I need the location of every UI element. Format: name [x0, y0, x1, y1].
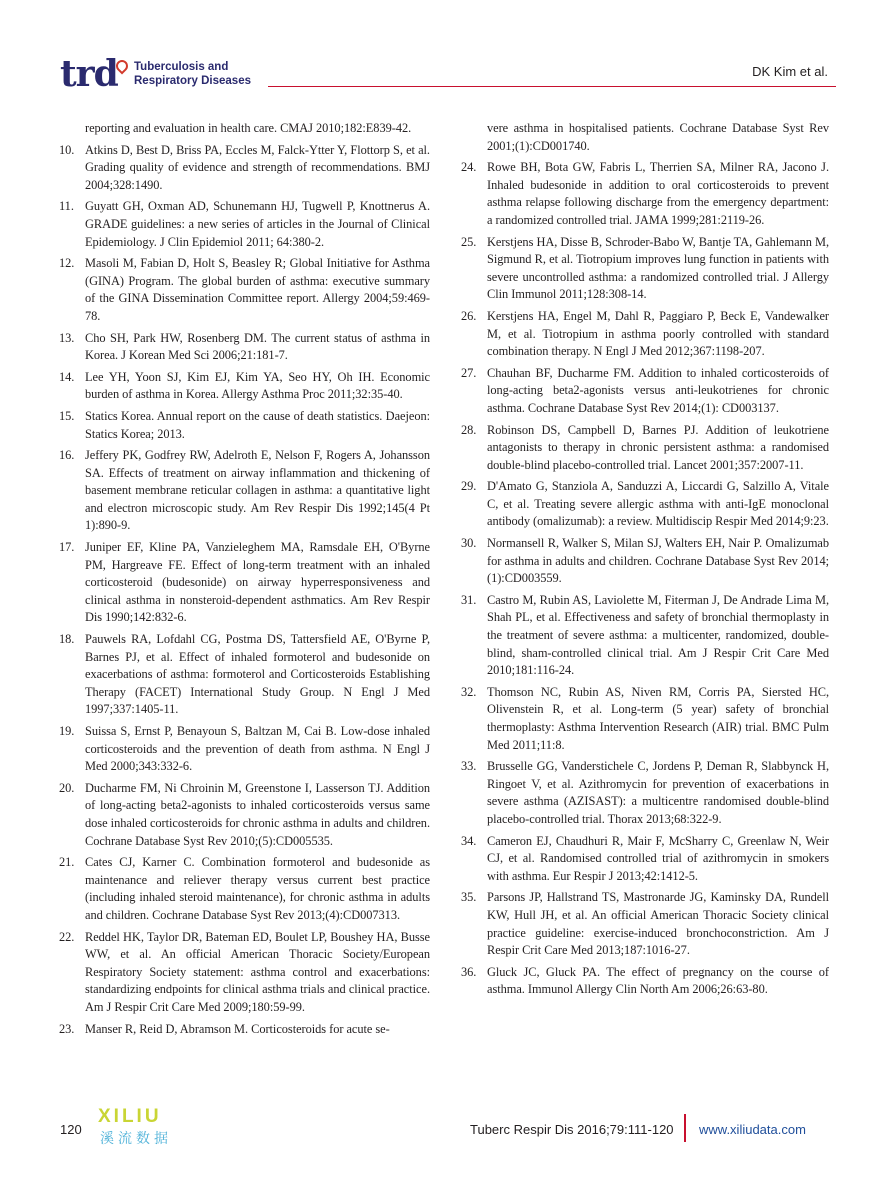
reference-item — [59, 142, 430, 195]
reference-text: Brusselle GG, Vanderstichele C, Jordens P, Deman R, Slabbynck H, Ringoet V, et al. Azithromycin for prevention of exacerbations in severe asthma (AZISAST): a multicentre randomised double-blind placebo-controlled trial. Thorax 2013;68:322-9. — [487, 759, 829, 826]
reference-text: Manser R, Reid D, Abramson M. Corticosteroids for acute se- — [85, 1021, 390, 1036]
reference-item — [59, 723, 430, 776]
reference-number: 15. — [59, 408, 75, 423]
reference-number: 23. — [59, 1021, 75, 1036]
reference-text: Kerstjens HA, Disse B, Schroder-Babo W, Bantje TA, Gahlemann M, Sigmund R, et al. Tiotropium improves lung function in patients with severe uncontrolled asthma: a randomized controlled trial. J Allergy Clin Immunol 2011;128:308-14. — [487, 234, 829, 302]
reference-text: Kerstjens HA, Engel M, Dahl R, Paggiaro P, Beck E, Vandewalker M, et al. Tiotropium in asthma poorly controlled with standard combination therapy. N Engl J Med 2012;367:1198-207. — [487, 308, 829, 359]
reference-text: Pauwels RA, Lofdahl CG, Postma DS, Tattersfield AE, O'Byrne P, Barnes PJ, et al. Effect of inhaled formoterol and budesonide on exacerbations of asthma: formoterol and Corticosteroids Establishing Therapy (FACET) International Study Group. N Engl J Med 1997;337:1405-11. — [85, 632, 430, 717]
reference-number: 32. — [461, 684, 477, 699]
reference-text: Masoli M, Fabian D, Holt S, Beasley R; Global Initiative for Asthma (GINA) Program. The global burden of asthma: executive summary of the GINA Dissemination Committee report. Allergy 2004;59:469-78. — [85, 256, 430, 323]
running-author: DK Kim et al. — [752, 64, 828, 79]
reference-number: 22. — [59, 929, 75, 944]
reference-item — [461, 422, 829, 475]
reference-text: Gluck JC, Gluck PA. The effect of pregnancy on the course of asthma. Immunol Allergy Clin North Am 2006;26:63-80. — [487, 964, 829, 997]
reference-number: 18. — [59, 632, 75, 647]
reference-text: reporting and evaluation in health care. CMAJ 2010;182:E839-42. — [85, 121, 412, 135]
reference-text: Cates CJ, Karner C. Combination formoterol and budesonide as maintenance and reliever therapy versus current best practice (including inhaled steroid maintenance), for chronic asthma in adults and children. Cochrane Database Syst Rev 2013;(4):CD007313. — [85, 855, 430, 922]
reference-text: Suissa S, Ernst P, Benayoun S, Baltzan M, Cai B. Low-dose inhaled corticosteroids and the prevention of death from asthma. N Engl J Med 2000;343:332-6. — [85, 724, 430, 774]
reference-item — [461, 365, 829, 418]
reference-number: 13. — [59, 330, 75, 345]
footer-divider — [684, 1114, 686, 1142]
journal-citation: Tuberc Respir Dis 2016;79:111-120 — [470, 1122, 674, 1137]
reference-item — [461, 234, 829, 304]
reference-text: Chauhan BF, Ducharme FM. Addition to inhaled corticosteroids of long-acting beta2-agonists versus anti-leukotrienes for chronic asthma. Cochrane Database Syst Rev 2014;(1): CD003137. — [487, 365, 829, 415]
reference-number: 25. — [461, 234, 477, 249]
reference-number: 14. — [59, 369, 75, 384]
reference-list-right — [461, 120, 829, 999]
reference-number: 11. — [59, 199, 74, 214]
reference-item — [59, 854, 430, 924]
reference-number: 20. — [59, 780, 75, 795]
journal-name-line2: Respiratory Diseases — [134, 75, 251, 87]
reference-item — [461, 308, 829, 361]
page-footer — [0, 1100, 890, 1160]
reference-number: 10. — [59, 142, 75, 157]
header-rule — [268, 86, 836, 87]
reference-item — [59, 120, 430, 138]
reference-text: D'Amato G, Stanziola A, Sanduzzi A, Liccardi G, Salzillo A, Vitale C, et al. Treating severe allergic asthma with anti-IgE monoclonal antibody (omalizumab): a review. Multidiscip Respir Med 2014;9:23. — [487, 479, 829, 529]
reference-text: vere asthma in hospitalised patients. Cochrane Database Syst Rev 2001;(1):CD001740. — [487, 121, 829, 153]
page-header — [0, 0, 890, 100]
reference-item — [461, 833, 829, 886]
references-right-column — [461, 120, 829, 1003]
reference-number: 21. — [59, 855, 75, 870]
journal-url-link[interactable]: www.xiliudata.com — [699, 1122, 806, 1137]
reference-number: 30. — [461, 536, 477, 551]
reference-number: 17. — [59, 540, 75, 555]
reference-text: Guyatt GH, Oxman AD, Schunemann HJ, Tugwell P, Knottnerus A. GRADE guidelines: a new series of articles in the Journal of Clinical Epidemiology. J Clin Epidemiol 2011; 64:380-2. — [85, 199, 430, 249]
reference-number: 34. — [461, 833, 477, 848]
reference-text: Cameron EJ, Chaudhuri R, Mair F, McSharry C, Greenlaw N, Weir CJ, et al. Randomised controlled trial of azithromycin in smokers with asthma. Eur Respir J 2013;42:1412-5. — [487, 833, 829, 883]
reference-text: Normansell R, Walker S, Milan SJ, Walters EH, Nair P. Omalizumab for asthma in adults and children. Cochrane Database Syst Rev 2014;(1):CD003559. — [487, 536, 829, 586]
reference-text: Lee YH, Yoon SJ, Kim EJ, Kim YA, Seo HY, Oh IH. Economic burden of asthma in Korea. Allergy Asthma Proc 2011;32:35-40. — [85, 369, 430, 402]
reference-text: Jeffery PK, Godfrey RW, Adelroth E, Nelson F, Rogers A, Johansson SA. Effects of treatment on airway inflammation and thickening of basement membrane reticular collagen in asthma: a quantitative light and electron microscopic study. Am Rev Respir Dis 1992;145(4 Pt 1):890-9. — [85, 448, 430, 533]
reference-number: 36. — [461, 964, 477, 979]
watermark-chinese: 溪流数据 — [100, 1131, 172, 1147]
reference-text: Ducharme FM, Ni Chroinin M, Greenstone I, Lasserson TJ. Addition of long-acting beta2-agonists to inhaled corticosteroids versus same dose inhaled corticosteroids for chronic asthma in adults and children. Cochrane Database Syst Rev 2010;(5):CD005535. — [85, 780, 430, 848]
reference-number: 28. — [461, 422, 477, 437]
page-number: 120 — [60, 1122, 82, 1137]
reference-item — [461, 535, 829, 588]
watermark-logo — [98, 1106, 188, 1148]
reference-item — [461, 592, 829, 680]
reference-item — [59, 780, 430, 850]
reference-item — [461, 889, 829, 959]
reference-number: 26. — [461, 308, 477, 323]
reference-text: Thomson NC, Rubin AS, Niven RM, Corris PA, Siersted HC, Olivenstein R, et al. Long-term (5 year) safety of bronchial thermoplasty: Asthma Intervention Research (AIR) trial. BMC Pulm Med 2011;11:8. — [487, 684, 829, 752]
reference-item — [59, 330, 430, 365]
reference-item — [59, 1021, 430, 1039]
reference-text: Juniper EF, Kline PA, Vanzieleghem MA, Ramsdale EH, O'Byrne PM, Hargreave FE. Effect of long-term treatment with an inhaled corticosteroid (budesonide) on airway hyperresponsiveness and clinical asthma in nonsteroid-dependent asthmatics. Am Rev Respir Dis 1990;142:832-6. — [85, 540, 430, 625]
reference-text: Robinson DS, Campbell D, Barnes PJ. Addition of leukotriene antagonists to therapy in chronic persistent asthma: a randomised double-blind placebo-controlled trial. Lancet 2001;357:2007-11. — [487, 422, 829, 472]
reference-text: Rowe BH, Bota GW, Fabris L, Therrien SA, Milner RA, Jacono J. Inhaled budesonide in addition to oral corticosteroids to prevent asthma relapse following discharge from the emergency department: a randomized controlled trial. JAMA 1999;281:2119-26. — [487, 160, 829, 227]
reference-number: 24. — [461, 160, 477, 175]
reference-item — [59, 631, 430, 719]
reference-text: Reddel HK, Taylor DR, Bateman ED, Boulet LP, Boushey HA, Busse WW, et al. An official American Thoracic Society/European Respiratory Society statement: asthma control and exacerbations: standardizing endpoints for clinical asthma trials and clinical practice. Am J Respir Crit Care Med 2009;180:59-99. — [85, 929, 430, 1014]
reference-list-left — [59, 120, 430, 1038]
reference-item — [59, 255, 430, 325]
reference-number: 33. — [461, 759, 477, 774]
journal-name-line1: Tuberculosis and — [134, 61, 229, 73]
reference-text: Atkins D, Best D, Briss PA, Eccles M, Falck-Ytter Y, Flottorp S, et al. Grading quality of evidence and strength of recommendations. BMJ 2004;328:1490. — [85, 142, 430, 192]
reference-item — [59, 539, 430, 627]
reference-number: 31. — [461, 592, 477, 607]
reference-number: 27. — [461, 365, 477, 380]
reference-item — [461, 758, 829, 828]
reference-number: 29. — [461, 479, 477, 494]
reference-text: Statics Korea. Annual report on the cause of death statistics. Daejeon: Statics Korea; 2013. — [85, 408, 430, 441]
reference-text: Parsons JP, Hallstrand TS, Mastronarde JG, Kaminsky DA, Rundell KW, Hull JH, et al. An official American Thoracic Society clinical practice guideline: exercise-induced bronchoconstriction. Am J Respir Crit Care Med 2013;187:1016-27. — [487, 890, 829, 958]
reference-item — [59, 447, 430, 535]
reference-item — [59, 198, 430, 251]
reference-text: Castro M, Rubin AS, Laviolette M, Fiterman J, De Andrade Lima M, Shah PL, et al. Effectiveness and safety of bronchial thermoplasty in the treatment of severe asthma: a multicenter, randomized, double-blind, sham-controlled clinical trial. Am J Respir Crit Care Med 2010;181:116-24. — [487, 592, 829, 678]
watermark-word: XILIU — [98, 1106, 162, 1127]
references-left-column — [59, 120, 430, 1042]
reference-item — [59, 408, 430, 443]
reference-number: 35. — [461, 890, 477, 905]
reference-number: 16. — [59, 448, 75, 463]
reference-number: 19. — [59, 724, 75, 738]
journal-logo: trd — [60, 53, 118, 95]
reference-number: 12. — [59, 256, 75, 271]
reference-item — [461, 159, 829, 229]
reference-item — [461, 964, 829, 999]
reference-text: Cho SH, Park HW, Rosenberg DM. The current status of asthma in Korea. J Korean Med Sci 2006;21:181-7. — [85, 330, 430, 363]
reference-item — [461, 684, 829, 754]
reference-item — [461, 120, 829, 155]
reference-item — [59, 369, 430, 404]
reference-item — [461, 478, 829, 531]
reference-item — [59, 929, 430, 1017]
